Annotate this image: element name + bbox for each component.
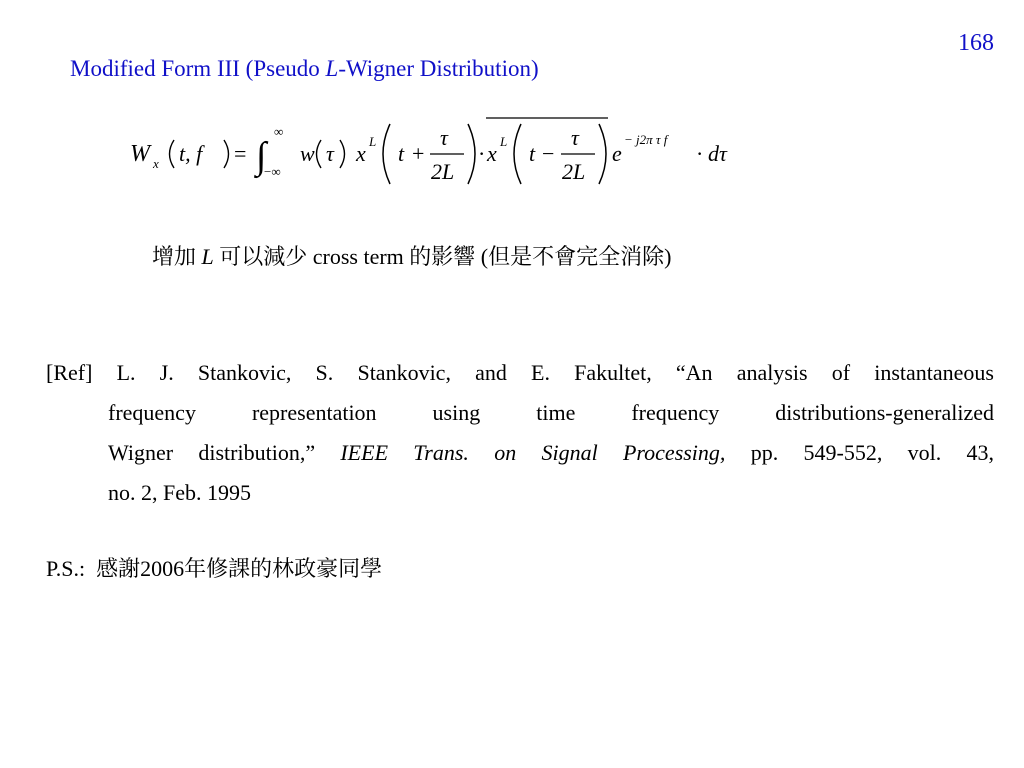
formula-t-1: t (398, 141, 405, 166)
formula-paren-right-1 (224, 140, 229, 168)
ps-line (46, 552, 382, 583)
slide-title (70, 56, 539, 82)
reference-line-3-before: Wigner distribution,” (108, 440, 341, 465)
reference-block (46, 353, 994, 513)
ps-label: P.S.: (46, 556, 86, 581)
formula-frac2-num: τ (571, 125, 579, 150)
formula-dot-2: · (696, 141, 704, 166)
formula-frac1-den: 2L (431, 159, 455, 184)
formula-minus: − (542, 141, 555, 166)
note-prefix: 增加 (152, 244, 202, 269)
formula-exponent: − j2π τ f (624, 132, 668, 147)
reference-journal-name: IEEE Trans. on Signal Processing, (340, 440, 726, 465)
reference-line-4: no. 2, Feb. 1995 (108, 480, 251, 505)
formula-big-paren-left-1 (383, 124, 390, 184)
formula-t-2: t (529, 141, 536, 166)
formula-x-1: x (356, 141, 366, 166)
title-italic-L: L (325, 56, 339, 81)
formula-d-tau: dτ (708, 141, 727, 166)
ps-text: 感謝2006年修課的林政豪同學 (96, 556, 383, 581)
formula-upper-limit: ∞ (274, 124, 284, 139)
title-text-before: Modified Form III (Pseudo (70, 56, 326, 81)
note-italic-L: L (201, 244, 214, 269)
note-suffix: 可以減少 cross term 的影響 (但是不會完全消除) (213, 244, 672, 269)
reference-line-3 (46, 433, 994, 473)
formula-frac1-num: τ (440, 125, 448, 150)
reference-line-1: [Ref] L. J. Stankovic, S. Stankovic, and E. Fakultet, “An analysis of instantaneous (46, 360, 994, 385)
formula-plus: + (412, 141, 425, 166)
note-line (152, 240, 671, 271)
formula-args: t, f (179, 141, 203, 166)
formula-paren-right-2 (340, 140, 345, 168)
formula-frac2-den: 2L (562, 159, 586, 184)
formula-x-2: x (487, 141, 497, 166)
formula-big-paren-right-2 (599, 124, 606, 184)
formula-dot-1: · (478, 141, 486, 166)
formula-W: W (130, 141, 150, 167)
reference-line-3-after: pp. 549-552, vol. 43, (725, 440, 994, 465)
title-text-after: -Wigner Distribution) (338, 56, 539, 81)
reference-line-2: frequency representation using time frequency distributions-generalized (108, 400, 994, 425)
formula-paren-left-2 (317, 140, 322, 168)
formula-L-sup-1: L (369, 134, 377, 149)
formula-paren-left-1 (170, 140, 175, 168)
formula-equals: = (234, 141, 247, 166)
formula-tau-1: τ (326, 141, 334, 166)
formula-big-paren-left-2 (514, 124, 521, 184)
formula-W-subscript: x (153, 156, 159, 171)
formula-e: e (612, 141, 622, 166)
formula-integral: ∫ (256, 135, 267, 177)
formula-lower-limit: −∞ (264, 164, 281, 179)
formula-w: w (300, 141, 315, 166)
formula-big-paren-right-1 (468, 124, 475, 184)
formula-L-sup-2: L (500, 134, 508, 149)
page-number: 168 (958, 30, 994, 56)
pseudo-l-wigner-formula (118, 108, 758, 190)
